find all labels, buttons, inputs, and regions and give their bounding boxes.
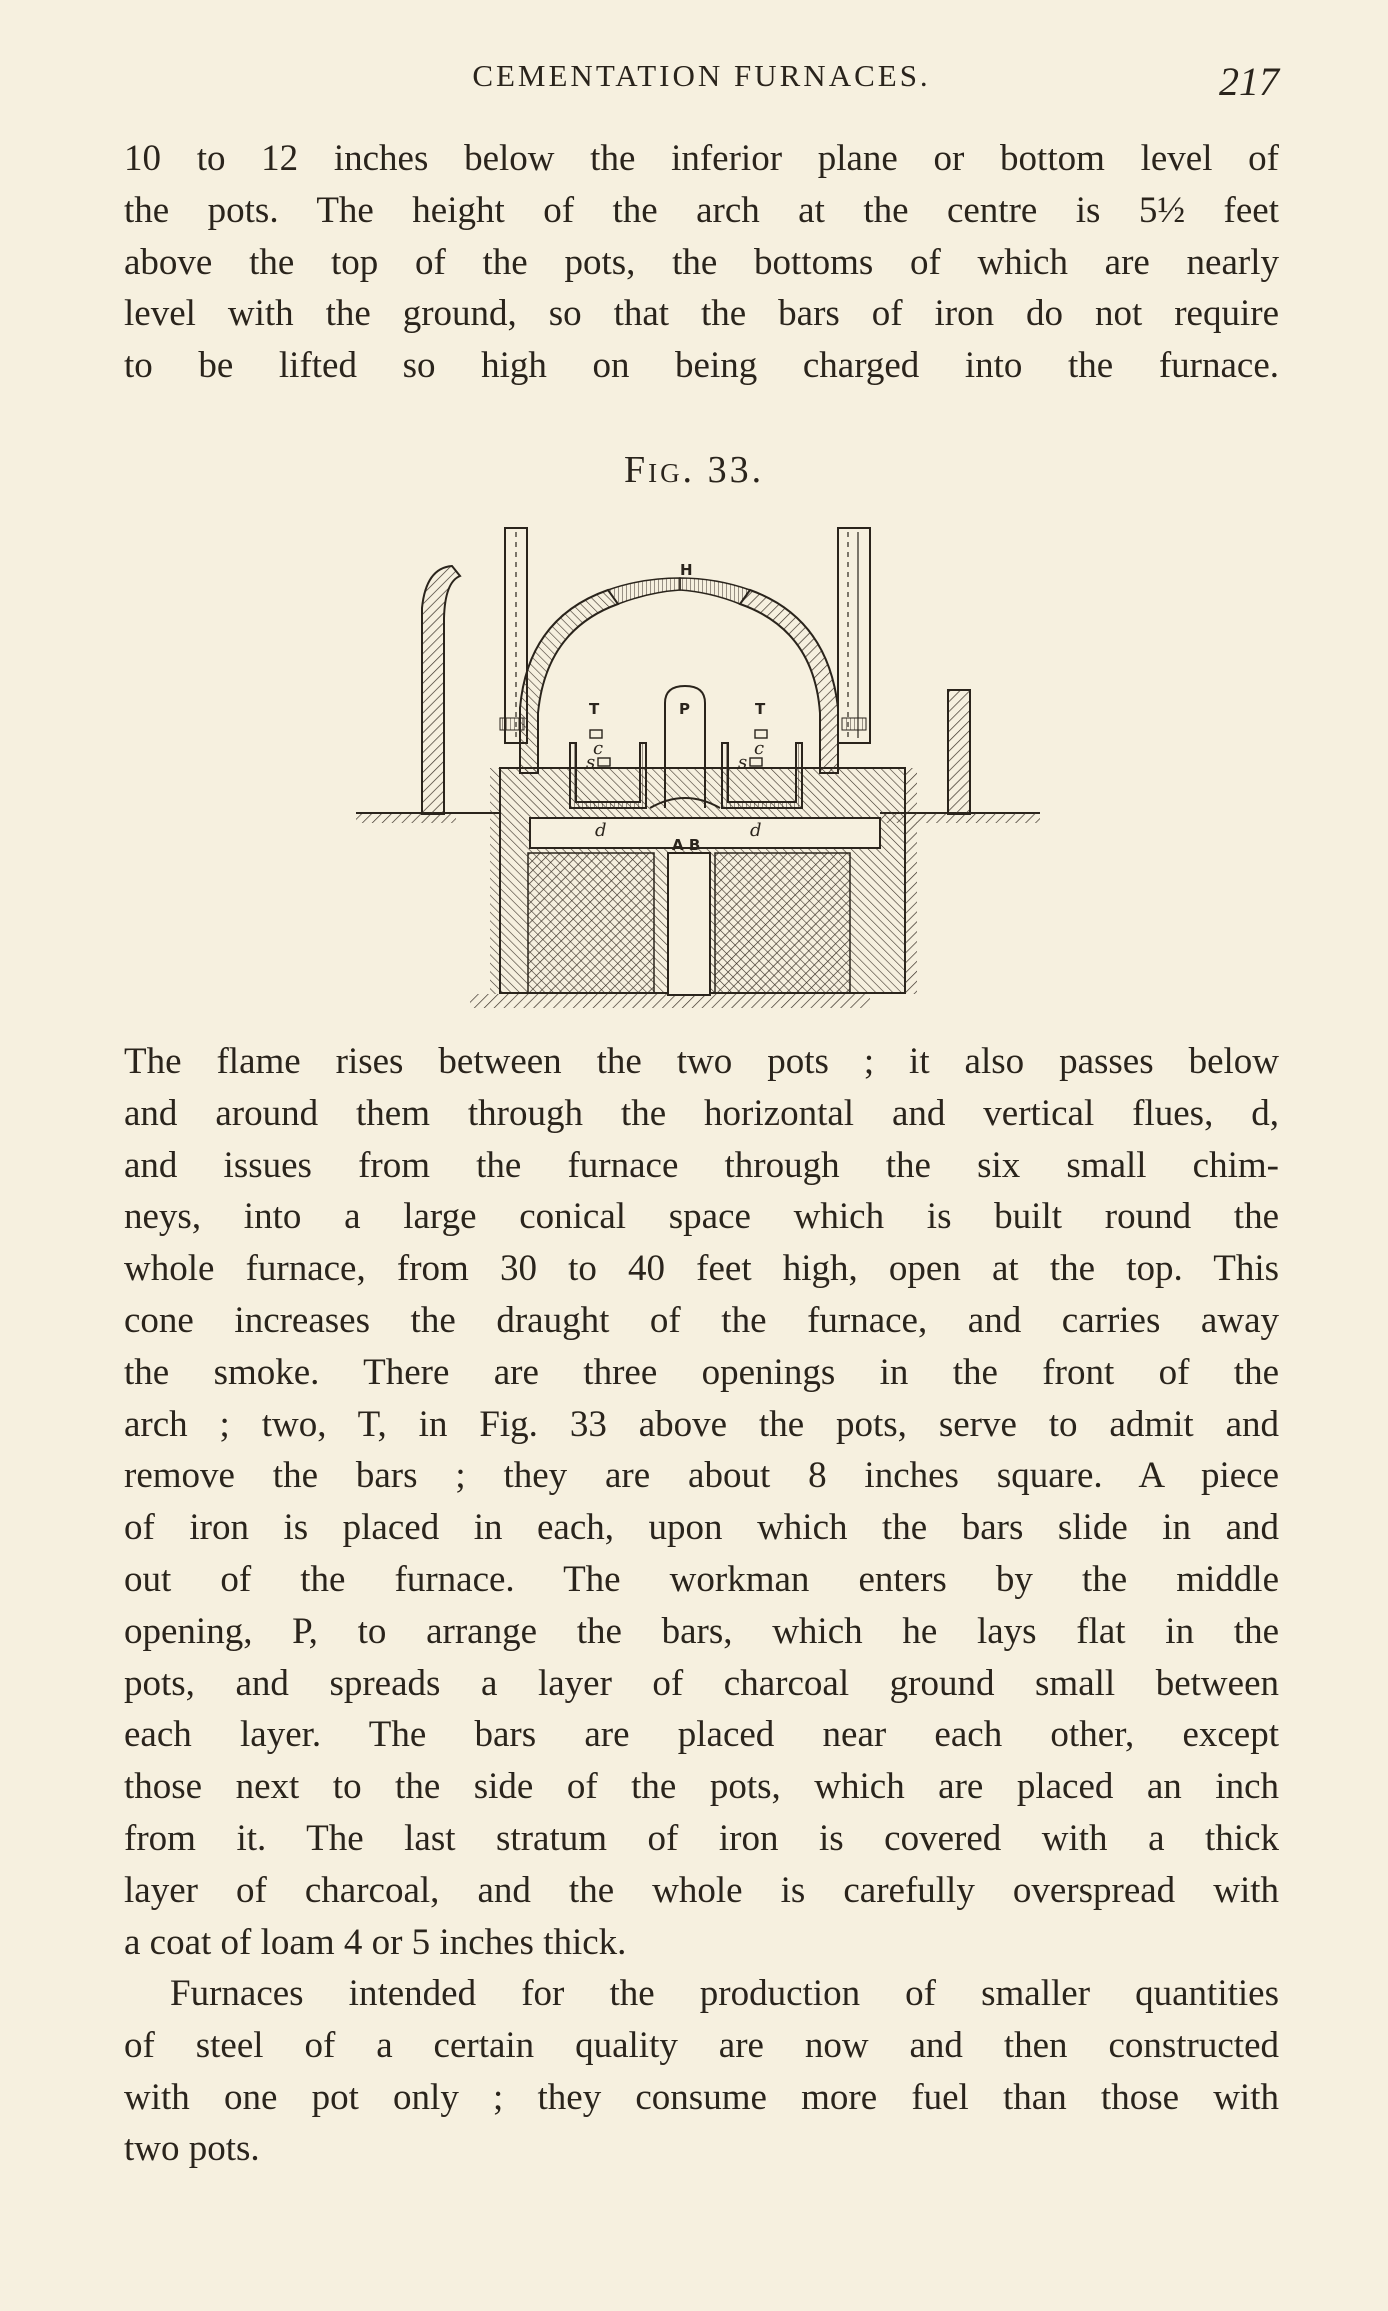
text-line: whole furnace, from 30 to 40 feet high, open at the top. This (124, 1248, 1279, 1290)
label-d-right: d (750, 820, 762, 841)
text-line: layer of charcoal, and the whole is carefully overspread with (124, 1869, 1279, 1911)
page-number: 217 (1219, 59, 1279, 104)
text-line: the smoke. There are three openings in the front of the (124, 1351, 1279, 1393)
text-line: The flame rises between the two pots ; it also passes below (124, 1041, 1279, 1082)
text-line: two pots. (124, 2128, 260, 2170)
label-t-left: T (589, 700, 600, 718)
text-line: of iron is placed in each, upon which the bars slide in and (124, 1507, 1279, 1549)
paragraph-1 (124, 133, 1279, 392)
chimney-right (838, 528, 870, 743)
running-title: CEMENTATION FURNACES. (472, 58, 931, 93)
text-line: out of the furnace. The workman enters by the middle (124, 1558, 1279, 1600)
text-line: Furnaces intended for the production of smaller quantities (170, 1973, 1279, 2014)
text-line: of steel of a certain quality are now and then constructed (124, 2024, 1279, 2066)
outer-cone-wall-right (948, 690, 970, 814)
paragraph-2 (124, 1036, 1279, 1968)
furnace-diagram (350, 518, 1050, 1023)
outer-cone-wall-left (422, 566, 460, 814)
running-head (124, 58, 1279, 108)
text-line: the pots. The height of the arch at the centre is 5½ feet (124, 189, 1279, 231)
furnace-foundation (490, 768, 917, 995)
text-line: 10 to 12 inches below the inferior plane or bottom level of (124, 138, 1279, 179)
text-line: cone increases the draught of the furnace, and carries away (124, 1299, 1279, 1341)
text-line: and issues from the furnace through the six small chim- (124, 1144, 1279, 1186)
text-line: and around them through the horizontal and vertical flues, d, (124, 1092, 1279, 1134)
text-line: a coat of loam 4 or 5 inches thick. (124, 1921, 627, 1963)
figure-caption (0, 448, 1388, 492)
text-line: opening, P, to arrange the bars, which he lays flat in the (124, 1610, 1279, 1652)
label-ab: A B (672, 836, 701, 854)
label-s-right: s (738, 752, 748, 773)
paragraph-3 (124, 1968, 1279, 2175)
text-line: to be lifted so high on being charged into the furnace. (124, 345, 1279, 387)
text-line: pots, and spreads a layer of charcoal ground small between (124, 1662, 1279, 1704)
label-c-left: c (593, 738, 604, 759)
label-c-right: c (754, 738, 765, 759)
text-line: from it. The last stratum of iron is covered with a thick (124, 1817, 1279, 1859)
text-line: arch ; two, T, in Fig. 33 above the pots, serve to admit and (124, 1403, 1279, 1445)
label-s-left: s (586, 752, 596, 773)
text-line: those next to the side of the pots, which are placed an inch (124, 1766, 1279, 1808)
text-line: with one pot only ; they consume more fuel than those with (124, 2076, 1279, 2118)
text-line: level with the ground, so that the bars of iron do not require (124, 293, 1279, 335)
figure-caption-prefix: Fig. (623, 449, 696, 491)
label-t-right: T (755, 700, 766, 718)
figure-caption-number: 33. (707, 449, 765, 491)
label-h: H (680, 561, 693, 579)
text-line: remove the bars ; they are about 8 inches square. A piece (124, 1455, 1279, 1497)
text-line: neys, into a large conical space which is built round the (124, 1196, 1279, 1238)
label-d-left: d (595, 820, 607, 841)
furnace-arch (520, 578, 838, 773)
label-p: P (679, 700, 690, 718)
text-line: each layer. The bars are placed near each other, except (124, 1714, 1279, 1756)
text-line: above the top of the pots, the bottoms of which are nearly (124, 241, 1279, 283)
furnace-cross-section (350, 518, 1050, 1023)
